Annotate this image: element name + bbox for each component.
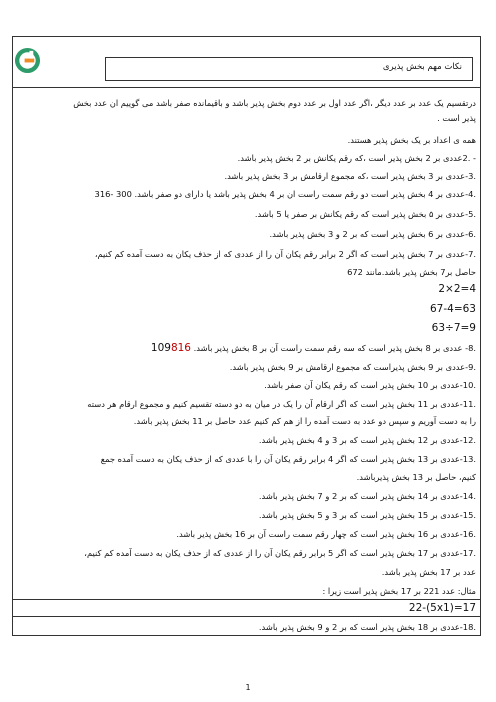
logo-icon <box>14 47 41 74</box>
rule-7-cont: حاصل بر7 بخش پذیر باشد.مانند 672 <box>347 267 476 277</box>
intro-line: درتقسیم یک عدد بر عدد دیگر ،اگر عدد اول بر عدد دوم بخش پذیر باشد و باقیمانده صفر باشد می گوییم ان عدد بخش <box>73 98 476 108</box>
example-number-prefix: 109 <box>150 342 171 354</box>
rule-4: .4-عددی بر 4 بخش پذیر است دو رقم سمت راست ان بر 4 بخش پذیر باشد یا دارای دو صفر باشد. 300 -316 <box>94 189 476 199</box>
intro-line: پذیر است . <box>437 113 476 123</box>
divider <box>12 599 481 600</box>
divider <box>12 616 481 617</box>
rule-11: .11-عددی بر 11 بخش پذیر است که اگر ارقام آن را یک در میان به دو دسته تقسیم کنیم و مجموع ارقام هر دسته <box>87 399 476 409</box>
example-calc: 22-(5x1)=17 <box>408 602 476 614</box>
page-frame <box>12 36 481 636</box>
page-title: نکات مهم بخش پذیری <box>382 62 462 72</box>
rule-15: .15-عددی بر 15 بخش پذیر است که بر 3 و 5 بخش پذیر باشد. <box>258 510 476 520</box>
rule-17: .17-عددی بر 17 بخش پذیر است که اگر 5 برابر رقم یکان آن را از عددی که از حذف یکان به دست آمده کم کنیم، <box>84 548 476 558</box>
rule-18: .18-عددی بر 18 بخش پذیر است که بر 2 و 9 بخش پذیر باشد. <box>258 622 476 632</box>
rule-16: .16-عددی بر 16 بخش پذیر است که چهار رقم سمت راست آن بر 16 بخش پذیر باشد. <box>176 529 476 539</box>
calc-line: 2×2=4 <box>438 283 476 295</box>
calc-line: 63÷7=9 <box>431 322 476 334</box>
rule-11-cont: را به دست آوریم و سپس دو عدد به دست آمده را از هم کم کنیم عدد حاصل بر 11 بخش پذیر باشد. <box>133 416 476 426</box>
rule-7: .7-عددی بر 7 بخش پذیر است که اگر 2 برابر رقم یکان آن را از عددی که از حذف یکان به دست آمده کم کنیم، <box>94 249 476 259</box>
calc-line: 67-4=63 <box>430 303 476 315</box>
title-box <box>105 57 473 81</box>
rule-2: - .2عددی بر 2 بخش پذیر است ،که رقم یکانش بر 2 بخش پذیر باشد. <box>237 153 476 163</box>
rule-1: همه ی اعداد بر یک بخش پذیر هستند. <box>347 135 476 145</box>
rule-8-example <box>151 342 191 354</box>
rule-3: .3-عددی بر 3 بخش پذیر است ،که مجموع ارقامش بر 3 بخش پذیر باشد. <box>224 171 476 181</box>
rule-13-cont: کنیم، حاصل بر 13 بخش پذیرباشد. <box>356 472 476 482</box>
page-number: 1 <box>245 683 251 692</box>
example-number-last-digits: 816 <box>170 342 191 354</box>
rule-17-cont: عدد بر 17 بخش پذیر باشد. <box>381 567 476 577</box>
rule-10: .10-عددی بر 10 بخش پذیر است که رقم یکان آن صفر باشد. <box>264 380 476 390</box>
rule-8-text: .8- عددی بر 8 بخش پذیر است که سه رقم سمت راست آن بر 8 بخش پذیر باشد. <box>193 343 476 353</box>
rule-14: .14-عددی بر 14 بخش پذیر است که بر 2 و 7 بخش پذیر باشد. <box>258 491 476 501</box>
rule-13: .13-عددی بر 13 بخش پذیر است که اگر 4 برابر رقم یکان آن را با عددی که از حذف یکان به دست آمده جمع <box>100 454 476 464</box>
divider <box>12 87 481 88</box>
rule-6: .6-عددی بر 6 بخش پذیر است که بر 2 و 3 بخش پذیر باشد. <box>269 229 476 239</box>
rule-9: .9-عددی بر 9 بخش پذیراست که مجموع ارقامش بر 9 بخش پذیر باشد. <box>229 362 476 372</box>
rule-8 <box>18 342 476 354</box>
rule-12: .12-عددی بر 12 بخش پذیر است که بر 3 و 4 بخش پذیر باشد. <box>258 435 476 445</box>
rule-5: .5-عددی بر ۵ بخش پذیر است که رقم یکانش بر صفر یا 5 باشد. <box>254 209 476 219</box>
example-label: مثال: عدد 221 بر 17 بخش پذیر است زیرا : <box>322 586 476 596</box>
